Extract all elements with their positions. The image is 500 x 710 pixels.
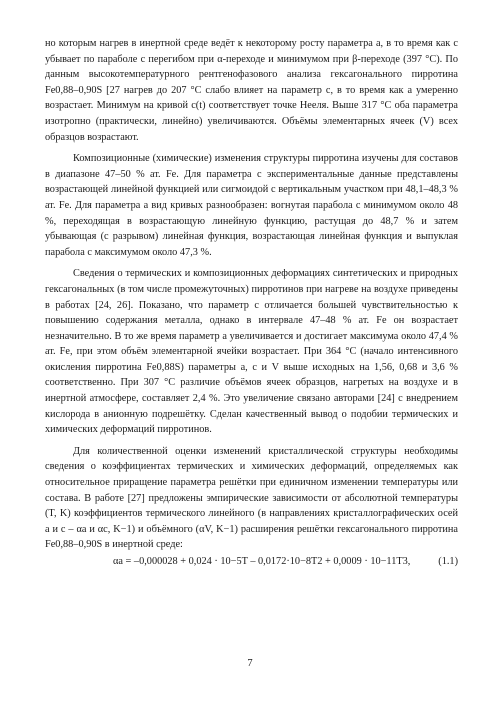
- paragraph-deformation-data: Сведения о термических и композиционных деформациях синтетических и природных гексагональных (в том числе промежуточных) пирротинов при нагреве на воздухе приведены в работах [24, 26]. Показано, что параметр c отличается большей чувствительностью к повышению содержания металла, однако в интервале 47–48 % ат. Fe он возрастает незначительно. В то же время параметр a увеличивается и достигает максимума около 47,4 % ат. Fe, при этом объём элементарной ячейки возрастает. При 364 °C (начало интенсивного окисления пирротина Fe0,88S) параметры a, c и V выше исходных на 1,56, 0,68 и 3,6 % соответственно. При 307 °C различие объёмов ячеек образцов, нагретых на воздухе и в инертной атмосфере, составляет 2,4 %. Это увеличение связано авторами [24] с внедрением кислорода в анионную подрешётку. Сделан качественный вывод о подобии термических и химических деформаций пирротинов.: [45, 268, 458, 436]
- page-number: 7: [247, 658, 253, 669]
- equation-1-1: [45, 554, 458, 570]
- equation-text: αa = –0,000028 + 0,024 · 10−5T – 0,0172·10−8T2 + 0,0009 · 10−11T3,: [113, 556, 411, 567]
- paragraph-quantitative-estimation: Для количественной оценки изменений кристаллической структуры необходимы сведения о коэффициентах термических и химических деформаций, определяемых как относительное приращение параметра решётки при единичном изменении температуры или состава. В работе [27] предложены эмпирические зависимости от абсолютной температуры (T, K) коэффициентов термического линейного (в направлениях кристаллографических осей a и c – αa и αc, K−1) и объёмного (αV, K−1) расширения решётки гексагонального пирротина Fe0,88–0,90S в инертной среде:: [45, 445, 458, 551]
- paragraph-thermal-heating: но которым нагрев в инертной среде ведёт к некоторому росту параметра a, в то время как c убывает по параболе с перегибом при α-переходе и минимумом при β-переходе (397 °C). По данным высокотемпературного рентгенофазового анализа гексагонального пирротина Fe0,88–0,90S [27 нагрев до 207 °C слабо влияет на параметр c, в то время как a умеренно возрастает. Минимум на кривой c(t) соответствует точке Нееля. Выше 317 °C оба параметра изотропно (практически, линейно) увеличиваются. Объёмы элементарных ячеек (V) всех образцов возрастают.: [45, 38, 458, 143]
- paragraph-compositional-changes: Композиционные (химические) изменения структуры пирротина изучены для составов в диапазоне 47–50 % ат. Fe. Для параметра c экспериментальные данные представлены возрастающей линейной функцией или сигмоидой с вертикальным участком при 48,1–48,3 % ат. Fe. Для параметра a вид кривых разнообразен: вогнутая парабола с минимумом около 48 %, переходящая в возрастающую линейную функцию, растущая до 48,7 % и затем убывающая (с разрывом) линейная функция, возрастающая линейная функция и выпуклая парабола с максимумом около 47,3 %.: [45, 153, 458, 258]
- equation-number: (1.1): [438, 556, 458, 567]
